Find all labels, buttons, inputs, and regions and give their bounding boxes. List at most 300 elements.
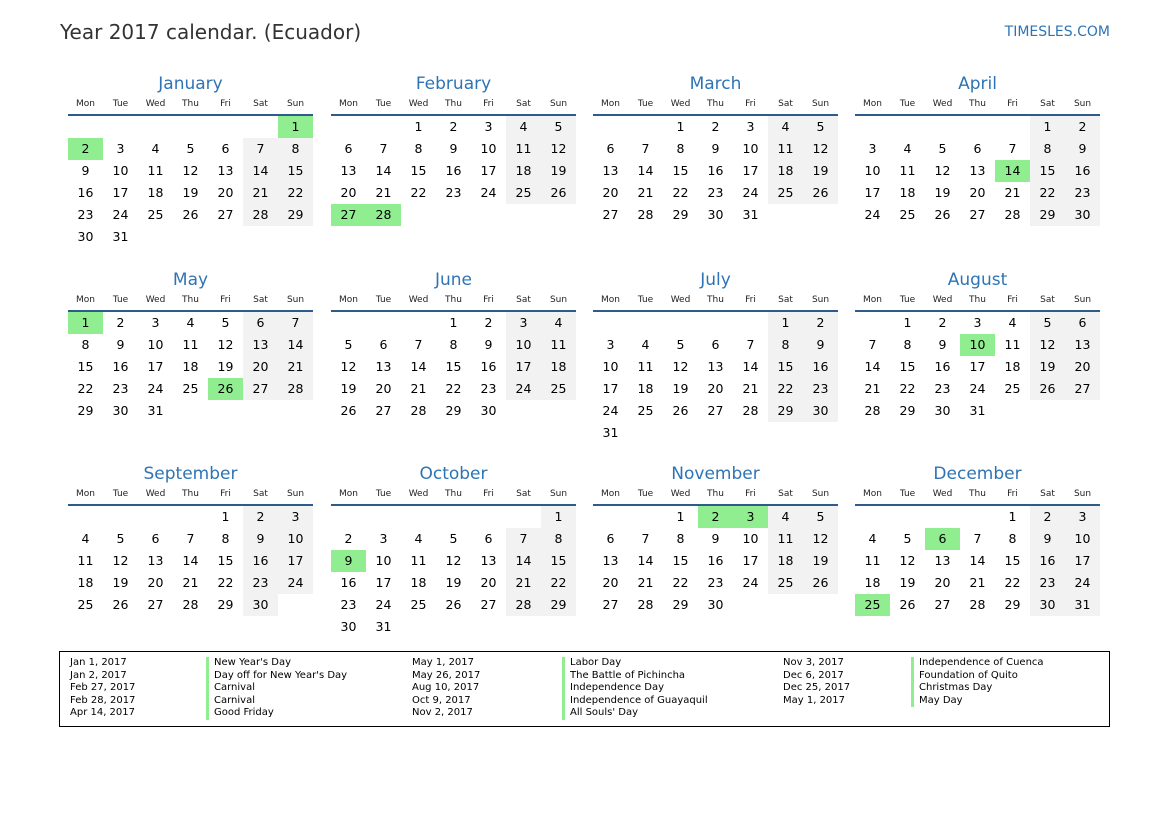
brand-link[interactable]: TIMESLES.COM xyxy=(1004,24,1110,40)
day-cell: 17 xyxy=(602,381,619,396)
day-cell: 22 xyxy=(899,381,916,396)
weekday-label: Wed xyxy=(145,295,166,305)
day-cell: 21 xyxy=(637,185,654,200)
month-title: June xyxy=(434,270,473,290)
day-cell: 18 xyxy=(410,575,427,590)
day-cell: 21 xyxy=(243,182,278,204)
day-cell: 6 xyxy=(1065,312,1100,334)
day-cell: 25 xyxy=(541,378,576,400)
day-cell: 2 xyxy=(938,315,947,330)
day-cell: 10 xyxy=(506,334,541,356)
weekday-label: Mon xyxy=(339,99,358,109)
day-cell: 24 xyxy=(969,381,986,396)
weekday-label: Fri xyxy=(220,489,231,499)
day-cell: 6 xyxy=(973,141,982,156)
day-cell: 25 xyxy=(768,182,803,204)
day-cell: 30 xyxy=(934,403,951,418)
weekday-label: Sat xyxy=(516,489,531,499)
weekday-label: Wed xyxy=(408,295,429,305)
day-cell: 14 xyxy=(637,553,654,568)
weekday-label: Wed xyxy=(408,99,429,109)
day-cell: 22 xyxy=(1004,575,1021,590)
day-cell: 16 xyxy=(445,163,462,178)
day-cell: 7 xyxy=(506,528,541,550)
holiday-name: Carnival xyxy=(206,682,255,695)
day-cell: 3 xyxy=(1065,506,1100,528)
day-cell: 3 xyxy=(506,312,541,334)
holiday-name: Good Friday xyxy=(206,707,274,720)
holiday-name: Foundation of Quito xyxy=(911,670,1018,683)
day-cell: 26 xyxy=(803,182,838,204)
day-cell: 8 xyxy=(768,334,803,356)
day-cell: 15 xyxy=(1030,160,1065,182)
day-cell: 9 xyxy=(484,337,493,352)
day-cell: 4 xyxy=(768,116,803,138)
holiday-name: Independence Day xyxy=(562,682,664,695)
day-cell: 8 xyxy=(278,138,313,160)
holiday-day-cell: 28 xyxy=(366,204,401,226)
day-cell: 30 xyxy=(1065,204,1100,226)
weekday-label: Sun xyxy=(286,489,305,499)
day-cell: 4 xyxy=(903,141,912,156)
weekday-label: Mon xyxy=(76,99,95,109)
day-cell: 14 xyxy=(506,550,541,572)
day-cell: 30 xyxy=(1030,594,1065,616)
day-cell: 30 xyxy=(707,207,724,222)
day-cell: 8 xyxy=(81,337,90,352)
day-cell: 14 xyxy=(182,553,199,568)
day-cell: 14 xyxy=(637,163,654,178)
day-cell: 19 xyxy=(340,381,357,396)
holiday-name: All Souls' Day xyxy=(562,707,638,720)
day-cell: 19 xyxy=(1030,356,1065,378)
day-cell: 8 xyxy=(676,531,685,546)
day-cell: 13 xyxy=(602,163,619,178)
day-cell: 23 xyxy=(480,381,497,396)
day-cell: 26 xyxy=(934,207,951,222)
day-cell: 23 xyxy=(803,378,838,400)
day-cell: 19 xyxy=(803,160,838,182)
day-cell: 7 xyxy=(278,312,313,334)
day-cell: 17 xyxy=(506,356,541,378)
day-cell: 22 xyxy=(672,575,689,590)
day-cell: 19 xyxy=(934,185,951,200)
weekday-label: Fri xyxy=(483,99,494,109)
day-cell: 2 xyxy=(803,312,838,334)
day-cell: 11 xyxy=(410,553,427,568)
day-cell: 5 xyxy=(938,141,947,156)
weekday-label: Wed xyxy=(145,489,166,499)
day-cell: 7 xyxy=(379,141,388,156)
day-cell: 12 xyxy=(217,337,234,352)
day-cell: 5 xyxy=(676,337,685,352)
holiday-day-cell: 2 xyxy=(698,506,733,528)
day-cell: 4 xyxy=(541,312,576,334)
weekday-label: Tue xyxy=(899,489,916,499)
day-cell: 28 xyxy=(637,207,654,222)
weekday-label: Tue xyxy=(112,99,129,109)
day-cell: 23 xyxy=(707,575,724,590)
holiday-date: Jan 2, 2017 xyxy=(70,669,127,681)
day-cell: 8 xyxy=(541,528,576,550)
holiday-date: May 1, 2017 xyxy=(783,694,846,706)
day-cell: 13 xyxy=(602,553,619,568)
day-cell: 12 xyxy=(445,553,462,568)
day-cell: 11 xyxy=(768,138,803,160)
day-cell: 14 xyxy=(864,359,881,374)
weekday-label: Tue xyxy=(899,295,916,305)
day-cell: 17 xyxy=(112,185,129,200)
day-cell: 14 xyxy=(278,334,313,356)
day-cell: 20 xyxy=(602,185,619,200)
day-cell: 16 xyxy=(1030,550,1065,572)
holiday-date: Feb 27, 2017 xyxy=(70,682,136,693)
month-title: August xyxy=(947,270,1008,290)
day-cell: 24 xyxy=(480,185,497,200)
day-cell: 25 xyxy=(147,207,164,222)
holiday-name: Carnival xyxy=(206,695,255,708)
day-cell: 16 xyxy=(243,550,278,572)
day-cell: 15 xyxy=(77,359,94,374)
day-cell: 21 xyxy=(1004,185,1021,200)
day-cell: 29 xyxy=(1030,204,1065,226)
weekday-label: Fri xyxy=(1007,295,1018,305)
day-cell: 26 xyxy=(445,597,462,612)
day-cell: 28 xyxy=(410,403,427,418)
day-cell: 22 xyxy=(1030,182,1065,204)
month-title: January xyxy=(158,74,223,94)
day-cell: 17 xyxy=(969,359,986,374)
weekday-label: Thu xyxy=(707,489,724,499)
holiday-name: Labor Day xyxy=(562,657,621,670)
day-cell: 5 xyxy=(803,506,838,528)
weekday-label: Sun xyxy=(1073,295,1092,305)
weekday-label: Thu xyxy=(182,489,199,499)
day-cell: 23 xyxy=(112,381,129,396)
month-title: April xyxy=(958,74,997,94)
day-cell: 1 xyxy=(1030,116,1065,138)
day-cell: 8 xyxy=(903,337,912,352)
day-cell: 21 xyxy=(278,356,313,378)
day-cell: 30 xyxy=(243,594,278,616)
day-cell: 19 xyxy=(541,160,576,182)
day-cell: 13 xyxy=(969,163,986,178)
holiday-date: Aug 10, 2017 xyxy=(412,682,480,693)
day-cell: 1 xyxy=(676,119,685,134)
day-cell: 15 xyxy=(410,163,427,178)
weekday-label: Sun xyxy=(1073,489,1092,499)
day-cell: 15 xyxy=(445,359,462,374)
day-cell: 12 xyxy=(182,163,199,178)
day-cell: 9 xyxy=(803,334,838,356)
day-cell: 15 xyxy=(541,550,576,572)
month-divider xyxy=(331,504,576,506)
day-cell: 25 xyxy=(506,182,541,204)
day-cell: 12 xyxy=(899,553,916,568)
day-cell: 2 xyxy=(711,119,720,134)
day-cell: 24 xyxy=(506,378,541,400)
day-cell: 5 xyxy=(116,531,125,546)
day-cell: 9 xyxy=(938,337,947,352)
day-cell: 22 xyxy=(672,185,689,200)
day-cell: 17 xyxy=(864,185,881,200)
weekday-label: Tue xyxy=(375,99,392,109)
day-cell: 4 xyxy=(151,141,160,156)
day-cell: 15 xyxy=(672,553,689,568)
day-cell: 10 xyxy=(864,163,881,178)
day-cell: 23 xyxy=(77,207,94,222)
day-cell: 6 xyxy=(711,337,720,352)
day-cell: 11 xyxy=(864,553,881,568)
day-cell: 14 xyxy=(969,553,986,568)
day-cell: 1 xyxy=(449,315,458,330)
day-cell: 15 xyxy=(672,163,689,178)
day-cell: 8 xyxy=(221,531,230,546)
day-cell: 5 xyxy=(903,531,912,546)
weekday-label: Fri xyxy=(745,295,756,305)
weekday-label: Sun xyxy=(811,295,830,305)
day-cell: 6 xyxy=(151,531,160,546)
day-cell: 29 xyxy=(672,597,689,612)
day-cell: 10 xyxy=(147,337,164,352)
day-cell: 11 xyxy=(506,138,541,160)
day-cell: 4 xyxy=(414,531,423,546)
day-cell: 12 xyxy=(803,138,838,160)
day-cell: 9 xyxy=(116,337,125,352)
day-cell: 31 xyxy=(742,207,759,222)
holiday-name: New Year's Day xyxy=(206,657,291,670)
day-cell: 7 xyxy=(973,531,982,546)
day-cell: 20 xyxy=(602,575,619,590)
weekday-label: Fri xyxy=(745,99,756,109)
day-cell: 18 xyxy=(182,359,199,374)
holiday-day-cell: 6 xyxy=(925,528,960,550)
weekday-label: Wed xyxy=(408,489,429,499)
day-cell: 5 xyxy=(186,141,195,156)
day-cell: 17 xyxy=(480,163,497,178)
day-cell: 9 xyxy=(711,531,720,546)
day-cell: 3 xyxy=(278,506,313,528)
day-cell: 6 xyxy=(606,531,615,546)
holiday-date: May 1, 2017 xyxy=(412,657,475,668)
day-cell: 15 xyxy=(768,356,803,378)
day-cell: 10 xyxy=(375,553,392,568)
day-cell: 29 xyxy=(541,594,576,616)
weekday-label: Sat xyxy=(1040,295,1055,305)
month-divider xyxy=(68,114,313,116)
day-cell: 16 xyxy=(112,359,129,374)
day-cell: 16 xyxy=(707,163,724,178)
day-cell: 31 xyxy=(1065,594,1100,616)
day-cell: 12 xyxy=(803,528,838,550)
day-cell: 18 xyxy=(637,381,654,396)
day-cell: 28 xyxy=(864,403,881,418)
weekday-label: Thu xyxy=(445,489,462,499)
day-cell: 29 xyxy=(77,403,94,418)
day-cell: 25 xyxy=(768,572,803,594)
day-cell: 25 xyxy=(899,207,916,222)
day-cell: 11 xyxy=(637,359,654,374)
weekday-label: Sun xyxy=(811,489,830,499)
weekday-label: Tue xyxy=(637,99,654,109)
holiday-day-cell: 1 xyxy=(278,116,313,138)
day-cell: 17 xyxy=(147,359,164,374)
month-title: October xyxy=(419,464,488,484)
day-cell: 28 xyxy=(637,597,654,612)
holiday-day-cell: 27 xyxy=(331,204,366,226)
day-cell: 24 xyxy=(602,403,619,418)
day-cell: 5 xyxy=(803,116,838,138)
day-cell: 25 xyxy=(1004,381,1021,396)
day-cell: 11 xyxy=(768,528,803,550)
day-cell: 24 xyxy=(147,381,164,396)
weekday-label: Mon xyxy=(863,295,882,305)
day-cell: 26 xyxy=(541,182,576,204)
day-cell: 14 xyxy=(742,359,759,374)
day-cell: 13 xyxy=(1065,334,1100,356)
weekday-label: Sun xyxy=(1073,99,1092,109)
day-cell: 20 xyxy=(147,575,164,590)
weekday-label: Tue xyxy=(637,295,654,305)
day-cell: 13 xyxy=(375,359,392,374)
holiday-day-cell: 3 xyxy=(733,506,768,528)
day-cell: 28 xyxy=(243,204,278,226)
day-cell: 23 xyxy=(445,185,462,200)
day-cell: 9 xyxy=(81,163,90,178)
weekday-label: Mon xyxy=(76,295,95,305)
holiday-day-cell: 10 xyxy=(960,334,995,356)
month-title: February xyxy=(415,74,492,94)
day-cell: 20 xyxy=(217,185,234,200)
day-cell: 28 xyxy=(182,597,199,612)
day-cell: 12 xyxy=(1030,334,1065,356)
day-cell: 29 xyxy=(278,204,313,226)
day-cell: 30 xyxy=(112,403,129,418)
day-cell: 1 xyxy=(768,312,803,334)
weekday-label: Mon xyxy=(601,295,620,305)
day-cell: 22 xyxy=(278,182,313,204)
day-cell: 14 xyxy=(243,160,278,182)
day-cell: 2 xyxy=(1065,116,1100,138)
day-cell: 21 xyxy=(637,575,654,590)
day-cell: 21 xyxy=(969,575,986,590)
day-cell: 30 xyxy=(803,400,838,422)
day-cell: 24 xyxy=(1065,572,1100,594)
holiday-date: Jan 1, 2017 xyxy=(70,657,127,668)
holiday-day-cell: 26 xyxy=(208,378,243,400)
holiday-name: May Day xyxy=(911,695,963,708)
day-cell: 8 xyxy=(414,141,423,156)
day-cell: 12 xyxy=(340,359,357,374)
weekday-label: Sat xyxy=(516,99,531,109)
day-cell: 13 xyxy=(147,553,164,568)
day-cell: 22 xyxy=(77,381,94,396)
weekday-label: Thu xyxy=(445,99,462,109)
day-cell: 4 xyxy=(868,531,877,546)
day-cell: 20 xyxy=(340,185,357,200)
holiday-date: Dec 25, 2017 xyxy=(783,682,851,693)
day-cell: 17 xyxy=(278,550,313,572)
holiday-name: Christmas Day xyxy=(911,682,992,695)
day-cell: 5 xyxy=(541,116,576,138)
day-cell: 27 xyxy=(217,207,234,222)
holiday-name: Independence of Guayaquil xyxy=(562,695,708,708)
day-cell: 27 xyxy=(375,403,392,418)
day-cell: 4 xyxy=(506,116,541,138)
day-cell: 8 xyxy=(676,141,685,156)
month-title: July xyxy=(700,270,731,290)
weekday-label: Wed xyxy=(145,99,166,109)
day-cell: 3 xyxy=(379,531,388,546)
weekday-label: Mon xyxy=(601,99,620,109)
weekday-label: Fri xyxy=(483,489,494,499)
day-cell: 11 xyxy=(899,163,916,178)
day-cell: 12 xyxy=(672,359,689,374)
day-cell: 20 xyxy=(707,381,724,396)
day-cell: 2 xyxy=(449,119,458,134)
day-cell: 12 xyxy=(934,163,951,178)
day-cell: 6 xyxy=(243,312,278,334)
day-cell: 2 xyxy=(1030,506,1065,528)
holiday-legend xyxy=(59,651,1110,727)
day-cell: 1 xyxy=(221,509,230,524)
holiday-day-cell: 9 xyxy=(331,550,366,572)
holiday-date: Nov 2, 2017 xyxy=(412,707,473,718)
day-cell: 3 xyxy=(116,141,125,156)
day-cell: 28 xyxy=(1004,207,1021,222)
day-cell: 6 xyxy=(221,141,230,156)
holiday-date: Oct 9, 2017 xyxy=(412,694,471,706)
weekday-label: Sat xyxy=(778,295,793,305)
day-cell: 22 xyxy=(410,185,427,200)
day-cell: 3 xyxy=(606,337,615,352)
day-cell: 22 xyxy=(217,575,234,590)
day-cell: 27 xyxy=(934,597,951,612)
weekday-label: Fri xyxy=(220,99,231,109)
holiday-date: Nov 3, 2017 xyxy=(783,657,844,668)
day-cell: 20 xyxy=(934,575,951,590)
day-cell: 6 xyxy=(484,531,493,546)
day-cell: 27 xyxy=(602,597,619,612)
day-cell: 27 xyxy=(480,597,497,612)
weekday-label: Sun xyxy=(549,295,568,305)
day-cell: 26 xyxy=(803,572,838,594)
day-cell: 16 xyxy=(340,575,357,590)
weekday-label: Tue xyxy=(375,295,392,305)
weekday-label: Tue xyxy=(899,99,916,109)
weekday-label: Sat xyxy=(1040,489,1055,499)
weekday-label: Sat xyxy=(516,295,531,305)
holiday-date: May 26, 2017 xyxy=(412,669,481,681)
day-cell: 10 xyxy=(742,531,759,546)
weekday-label: Wed xyxy=(932,489,953,499)
day-cell: 18 xyxy=(147,185,164,200)
day-cell: 13 xyxy=(934,553,951,568)
day-cell: 20 xyxy=(243,356,278,378)
day-cell: 4 xyxy=(641,337,650,352)
day-cell: 11 xyxy=(1004,337,1021,352)
weekday-label: Tue xyxy=(112,489,129,499)
day-cell: 4 xyxy=(81,531,90,546)
day-cell: 6 xyxy=(379,337,388,352)
day-cell: 13 xyxy=(243,334,278,356)
day-cell: 13 xyxy=(340,163,357,178)
weekday-label: Wed xyxy=(932,99,953,109)
day-cell: 29 xyxy=(899,403,916,418)
day-cell: 13 xyxy=(707,359,724,374)
day-cell: 31 xyxy=(375,619,392,634)
weekday-label: Thu xyxy=(182,99,199,109)
